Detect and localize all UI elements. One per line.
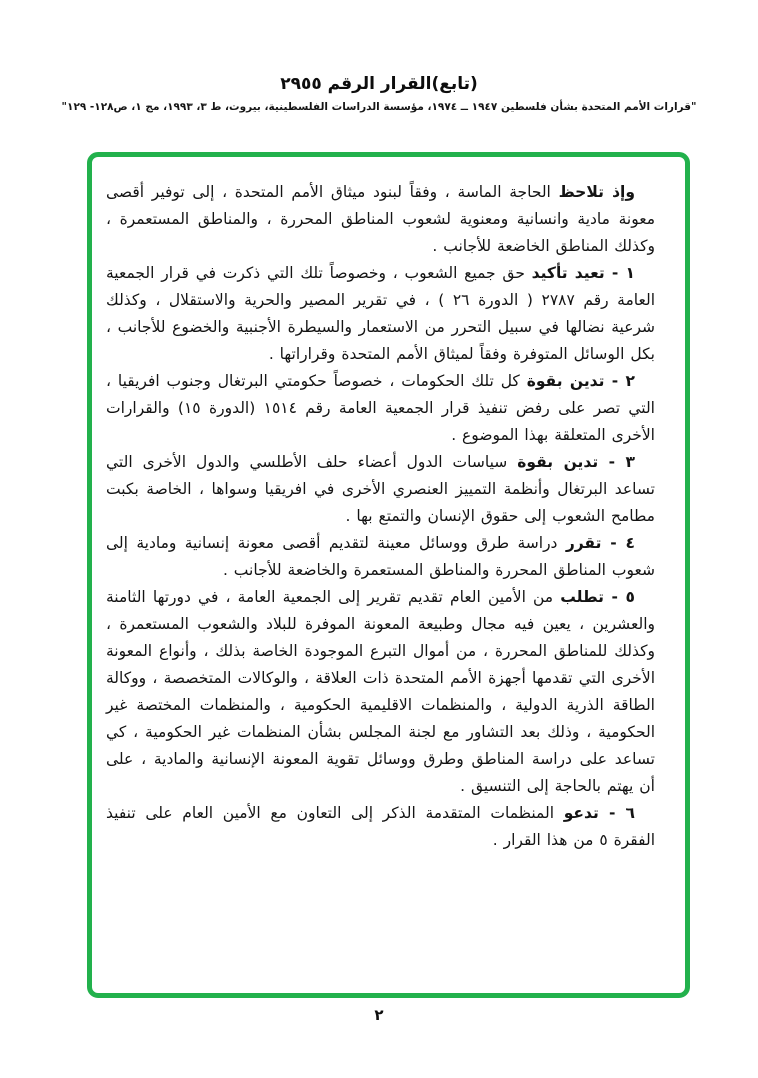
paragraph-body-text: دراسة طرق ووسائل معينة لتقديم أقصى معونة إنسانية ومادية إلى شعوب المناطق المحررة والمناطق المستعمرة والخاضعة للأجانب .: [106, 534, 655, 579]
paragraph-lead-text: ٥ - تطلب: [560, 588, 636, 606]
paragraph-body-text: حق جميع الشعوب ، وخصوصاً تلك التي ذكرت في قرار الجمعية العامة رقم ٢٧٨٧ ( الدورة ٢٦ ) ، في تقرير المصير والحرية والاستقلال ، وكذلك شرعية نضالها في سبيل التحرر من الاستعمار والسيطرة الأجنبية والخضوع للأجانب ، بكل الوسائل المتوفرة وفقاً لميثاق الأمم المتحدة وقراراتها .: [106, 264, 655, 363]
resolution-paragraph: [106, 449, 655, 530]
document-header: [0, 74, 758, 113]
document-citation: "قرارات الأمم المتحدة بشأن فلسطين ١٩٤٧ ــ ١٩٧٤، مؤسسة الدراسات الفلسطينية، بيروت، ط ٣، ١٩٩٣، مج ١، ص١٢٨- ١٢٩": [61, 101, 697, 113]
resolution-border-box: [87, 152, 690, 998]
paragraph-body-text: المنظمات المتقدمة الذكر إلى التعاون مع الأمين العام على تنفيذ الفقرة ٥ من هذا القرار .: [106, 804, 655, 849]
paragraph-lead-text: ٦ - تدعو: [563, 804, 635, 822]
paragraph-body-text: من الأمين العام تقديم تقرير إلى الجمعية العامة ، في دورتها الثامنة والعشرين ، يعين فيه مجال وطبيعة المعونة الموفرة للبلاد والشعوب المستعمرة ، وكذلك للمناطق المحررة ، من أموال التبرع الموجودة الخاصة بذلك ، وأنواع المعونة الأخرى التي تقدمها أجهزة الأمم المتحدة ذات العلاقة ، والوكالات المتخصصة ، ووكالة الطاقة الذرية الدولية ، والمنظمات الاقليمية الحكومية ، والمنظمات المختصة غير الحكومية ، وذلك بعد التشاور مع لجنة المجلس بشأن المنظمات غير الحكومية ، كي تساعد على دراسة المناطق وطرق ووسائل تقوية المعونة الإنسانية والمادية ، على أن يهتم بالحاجة إلى التنسيق .: [106, 588, 655, 795]
paragraph-lead-text: ٢ - تدين بقوة: [526, 372, 635, 390]
resolution-paragraph: [106, 260, 655, 368]
paragraph-lead-text: ١ - تعيد تأكيد: [531, 264, 635, 282]
paragraph-body-text: سياسات الدول أعضاء حلف الأطلسي والدول الأخرى التي تساعد البرتغال وأنظمة التمييز العنصري الأخرى في افريقيا وسواها ، الخاصة بكبت مطامح الشعوب إلى حقوق الإنسان والتمتع بها .: [106, 453, 655, 525]
resolution-paragraph: [106, 179, 655, 260]
resolution-paragraph: [106, 530, 655, 584]
paragraph-body-text: كل تلك الحكومات ، خصوصاً حكومتي البرتغال وجنوب افريقيا ، التي تصر على رفض تنفيذ قرار الجمعية العامة رقم ١٥١٤ (الدورة ١٥) والقرارات الأخرى المتعلقة بهذا الموضوع .: [106, 372, 655, 444]
resolution-paragraph: [106, 800, 655, 854]
paragraph-lead-text: وإذ تلاحظ: [558, 183, 636, 201]
page-number: ٢: [374, 1006, 384, 1024]
document-title: (تابع)القرار الرقم ٢٩٥٥: [280, 74, 478, 94]
resolution-text-area: [106, 179, 655, 854]
paragraph-lead-text: ٤ - تقرر: [565, 534, 635, 552]
resolution-paragraph: [106, 584, 655, 800]
paragraph-body-text: الحاجة الماسة ، وفقاً لبنود ميثاق الأمم المتحدة ، إلى توفير أقصى معونة مادية وانسانية ومعنوية لشعوب المناطق المحررة ، والمناطق المستعمرة ، وكذلك المناطق الخاضعة للأجانب .: [106, 183, 655, 255]
paragraph-lead-text: ٣ - تدين بقوة: [517, 453, 635, 471]
resolution-paragraph: [106, 368, 655, 449]
